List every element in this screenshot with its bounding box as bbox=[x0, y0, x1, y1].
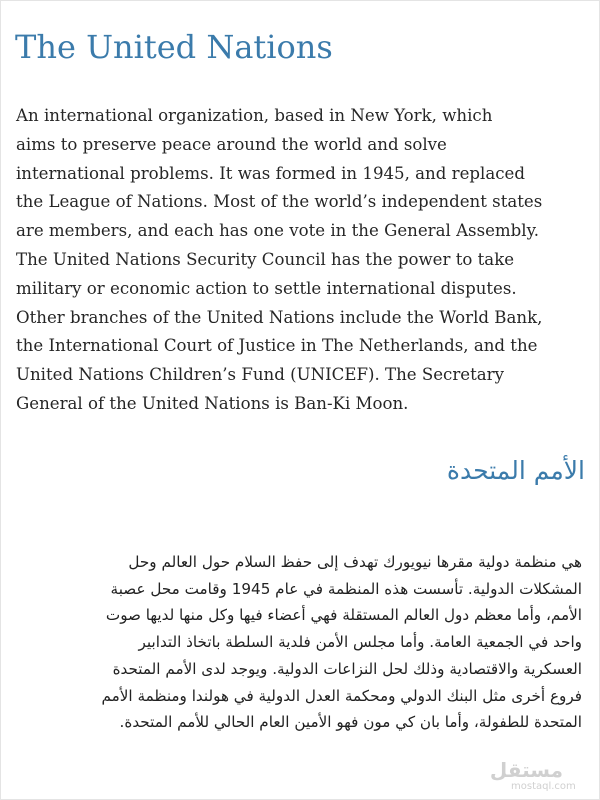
arabic-paragraph: هي منظمة دولية مقرها نيويورك تهدف إلى حفظ السلام حول العالم وحل المشكلات الدولية. تأسست هذه المنظمة في عام 1945 وقامت محل عصبة الأمم، وأما معظم دول العالم المستقلة فهي أعضاء فيها وكل منها لديها صوت واحد في الجمعية العامة. وأما مجلس الأمن فلدية السلطة باتخاذ التدابير العسكرية والاقتصادية وذلك لحل النزاعات الدولية. ويوجد لدى الأمم المتحدة فروع أخرى مثل البنك الدولي ومحكمة العدل الدولية في هولندا ومنظمة الأمم المتحدة للطفولة، وأما بان كي مون فهو الأمين العام الحالي للأمم المتحدة. bbox=[101, 553, 582, 732]
mostaql-watermark bbox=[489, 758, 576, 793]
watermark-latin-text: mostaql.com bbox=[511, 781, 576, 792]
english-paragraph: An international organization, based in New York, which aims to preserve peace around the world and solve international problems. It was formed in 1945, and replaced the League of Nations. Most of the world’s independent states are members, and each has one vote in the General Assembly. The United Nations Security Council has the power to take military or economic action to settle international disputes. Other branches of the United Nations include the World Bank, the International Court of Justice in The Netherlands, and the United Nations Children’s Fund (UNICEF). The Secretary General of the United Nations is Ban-Ki Moon. bbox=[16, 106, 543, 413]
arabic-title: الأمم المتحدة bbox=[446, 456, 585, 485]
english-title: The United Nations bbox=[15, 28, 333, 66]
watermark-arabic-text: مستقل bbox=[489, 758, 563, 782]
